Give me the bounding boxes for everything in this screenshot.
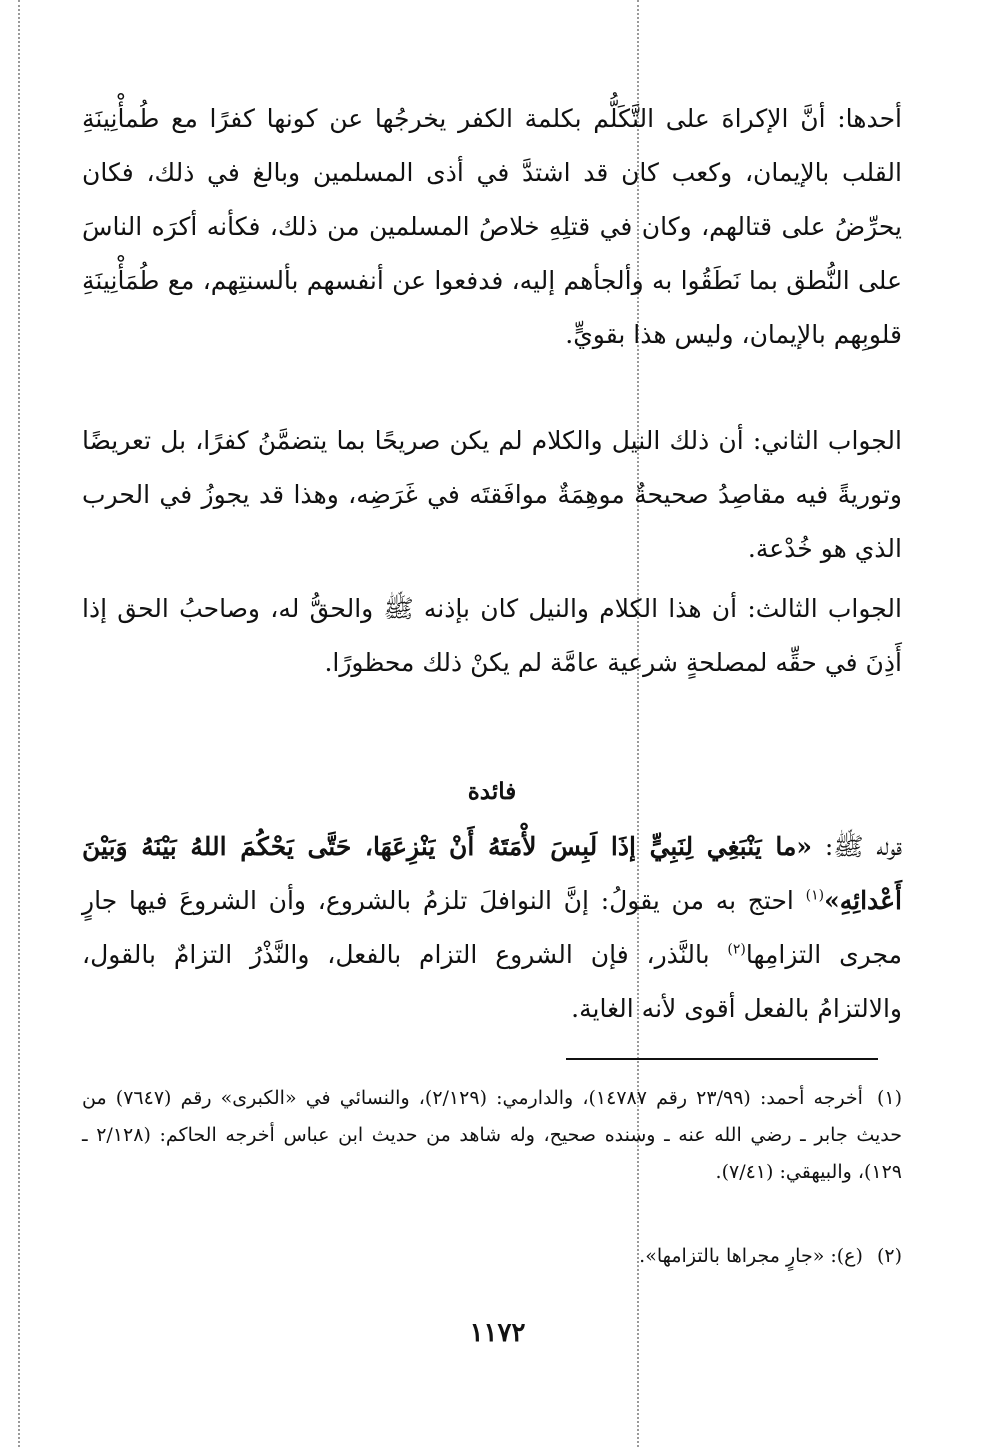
footnote-2 [82, 1238, 902, 1275]
footnote-ref-1: (١) [805, 887, 825, 904]
page-number: ١١٧٢ [469, 1318, 526, 1348]
paragraph-second-answer: الجواب الثاني: أن ذلك النيل والكلام لم يكن صريحًا بما يتضمَّنُ كفرًا، بل تعريضًا وتوريةً فيه مقاصِدُ صحيحةٌ موهِمَةٌ موافَقتَه في غَرَضِه، وهذا قد يجوزُ في الحرب الذي هو خُدْعة. [82, 426, 902, 563]
paragraph-third-answer: الجواب الثالث: أن هذا الكلام والنيل كان بإذنه ﷺ والحقُّ له، وصاحبُ الحق إذا أَذِنَ في حقِّه لمصلحةٍ شرعية عامَّة لم يكنْ ذلك محظورًا. [82, 594, 902, 677]
benefit-rest: بالنَّذر، فإن الشروع التزام بالفعل، والنَّذْرُ التزامٌ بالقول، والالتزامُ بالفعل أقوى لأنه الغاية. [82, 940, 902, 1023]
margin-guide-left [18, 0, 20, 1447]
footnote-2-number: (٢) [876, 1245, 902, 1267]
footnote-divider [566, 1058, 878, 1060]
section-heading: فائدة [467, 778, 517, 805]
footnote-1-number: (١) [876, 1087, 903, 1109]
benefit-intro: قوله ﷺ: [812, 832, 902, 861]
benefit-middle: احتج به من يقولُ: إنَّ النوافلَ تلزمُ بالشروع، وأن الشروعَ فيها جارٍ مجرى التزامِها [82, 886, 902, 969]
paragraph-benefit [82, 820, 902, 1036]
footnote-ref-2: (٢) [727, 941, 746, 958]
footnote-2-text: (ع): «جارٍ مجراها بالتزامها». [639, 1245, 863, 1267]
footnote-1 [82, 1080, 902, 1191]
footnote-1-text: أخرجه أحمد: (٢٣/٩٩ رقم ١٤٧٨٧)، والدارمي: (٢/١٢٩)، والنسائي في «الكبرى» رقم (٧٦٤٧) من حديث جابر ـ رضي الله عنه ـ وسنده صحيح، وله شاهد من حديث ابن عباس أخرجه الحاكم: (٢/١٢٨ ـ ١٢٩)، والبيهقي: (٧/٤١). [82, 1087, 903, 1183]
hadith-quote: «ما يَنْبَغِي لِنَبِيٍّ إذَا لَبِسَ لأْمَتَهُ أَنْ يَنْزِعَهَا، حَتَّى يَحْكُمَ اللهُ بَيْنَهُ وَبَيْنَ أَعْدائِهِ» [82, 832, 902, 915]
paragraph-first-answer: أحدها: أنَّ الإكراهَ على التَّكَلُّم بكلمة الكفر يخرجُها عن كونها كفرًا مع طُمأْنِينَةِ القلب بالإيمان، وكعب كان قد اشتدَّ في أذى المسلمين وبالغ في ذلك، فكان يحرِّضُ على قتالهم، وكان في قتلِهِ خلاصُ المسلمين من ذلك، فكأنه أكرَه الناسَ على النُّطق بما نَطَقُوا به وألجأهم إليه، فدفعوا عن أنفسهم بألسنتِهم، مع طُمَأْنِينَةِ قلوبِهم بالإيمان، وليس هذا بقويٍّ. [82, 104, 902, 349]
